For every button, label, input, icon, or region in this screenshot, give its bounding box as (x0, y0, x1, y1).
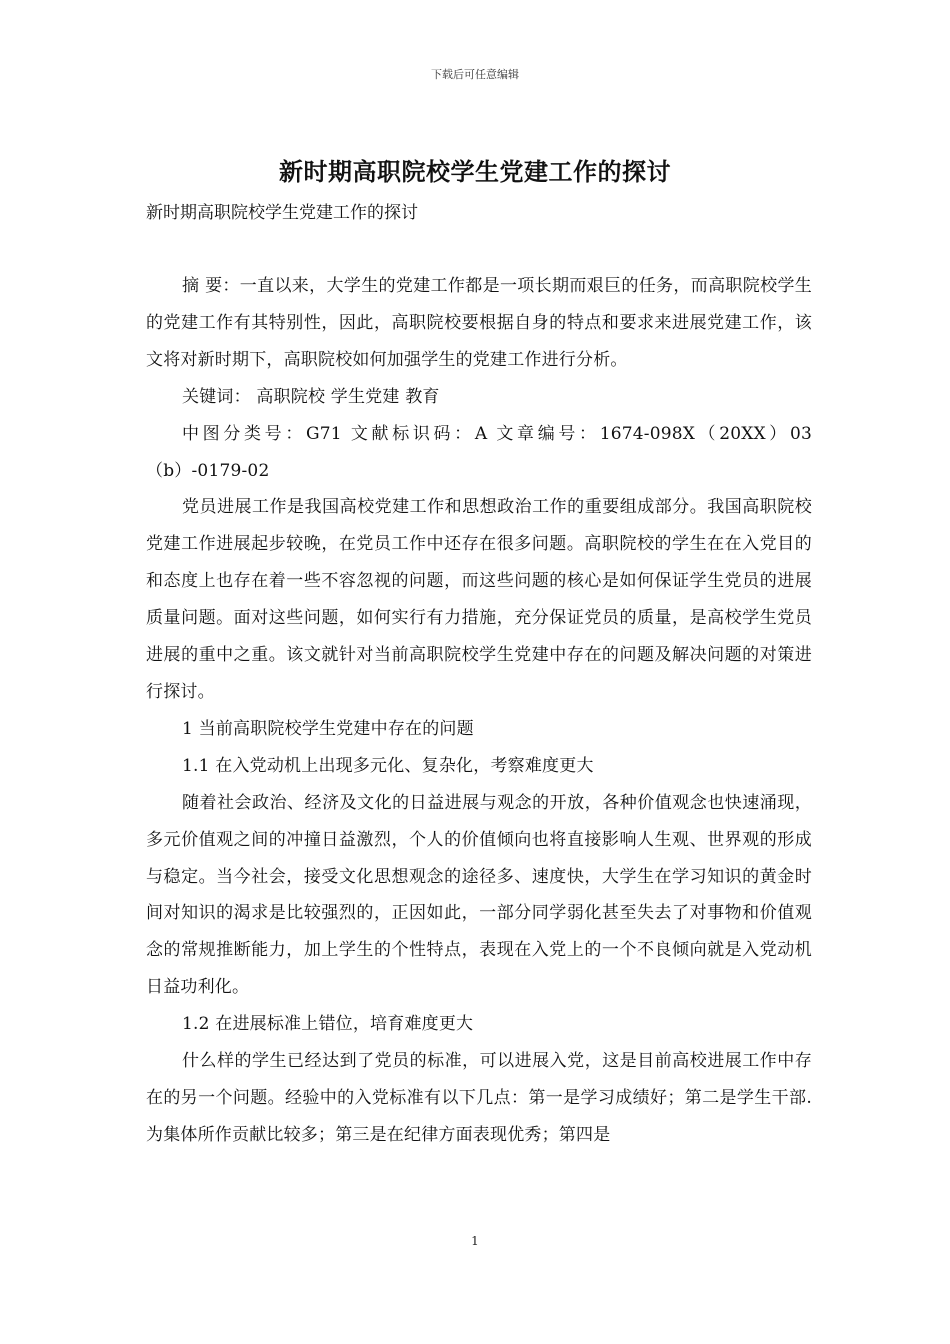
document-subtitle: 新时期高职院校学生党建工作的探讨 (146, 203, 418, 223)
body-paragraph: 随着社会政治、经济及文化的日益进展与观念的开放，各种价值观念也快速涌现，多元价值观之间的冲撞日益激烈，个人的价值倾向也将直接影响人生观、世界观的形成与稳定。当今社会，接受文化思想观念的途径多、速度快，大学生在学习知识的黄金时间对知识的渴求是比较强烈的，正因如此，一部分同学弱化甚至失去了对事物和价值观念的常规推断能力，加上学生的个性特点，表现在入党上的一个不良倾向就是入党动机日益功利化。 (146, 792, 812, 998)
header-note: 下载后可任意编辑 (431, 68, 519, 81)
subsection-heading: 1.1 在入党动机上出现多元化、复杂化，考察难度更大 (182, 755, 594, 776)
classification-paragraph: 中图分类号：G71 文献标识码：A 文章编号：1674-098X（20XX）03（b）-0179-02 (146, 423, 812, 481)
section-heading: 1 当前高职院校学生党建中存在的问题 (182, 718, 474, 739)
body-paragraph: 党员进展工作是我国高校党建工作和思想政治工作的重要组成部分。我国高职院校党建工作进展起步较晚，在党员工作中还存在很多问题。高职院校的学生在在入党目的和态度上也存在着一些不容忽视的问题，而这些问题的核心是如何保证学生党员的进展质量问题。面对这些问题，如何实行有力措施，充分保证党员的质量，是高校学生党员进展的重中之重。该文就针对当前高职院校学生党建中存在的问题及解决问题的对策进行探讨。 (146, 497, 812, 702)
document-body (146, 268, 812, 1154)
document-title: 新时期高职院校学生党建工作的探讨 (279, 158, 671, 186)
subsection-heading: 1.2 在进展标准上错位，培育难度更大 (182, 1014, 474, 1035)
body-paragraph: 什么样的学生已经达到了党员的标准，可以进展入党，这是目前高校进展工作中存在的另一个问题。经验中的入党标准有以下几点：第一是学习成绩好；第二是学生干部.为集体所作贡献比较多；第三是在纪律方面表现优秀；第四是 (146, 1051, 812, 1145)
keywords-paragraph: 关键词： 高职院校 学生党建 教育 (182, 386, 440, 407)
page-number: 1 (471, 1234, 479, 1248)
abstract-paragraph: 摘 要：一直以来，大学生的党建工作都是一项长期而艰巨的任务，而高职院校学生的党建工作有其特别性，因此，高职院校要根据自身的特点和要求来进展党建工作，该文将对新时期下，高职院校如何加强学生的党建工作进行分析。 (146, 276, 812, 370)
